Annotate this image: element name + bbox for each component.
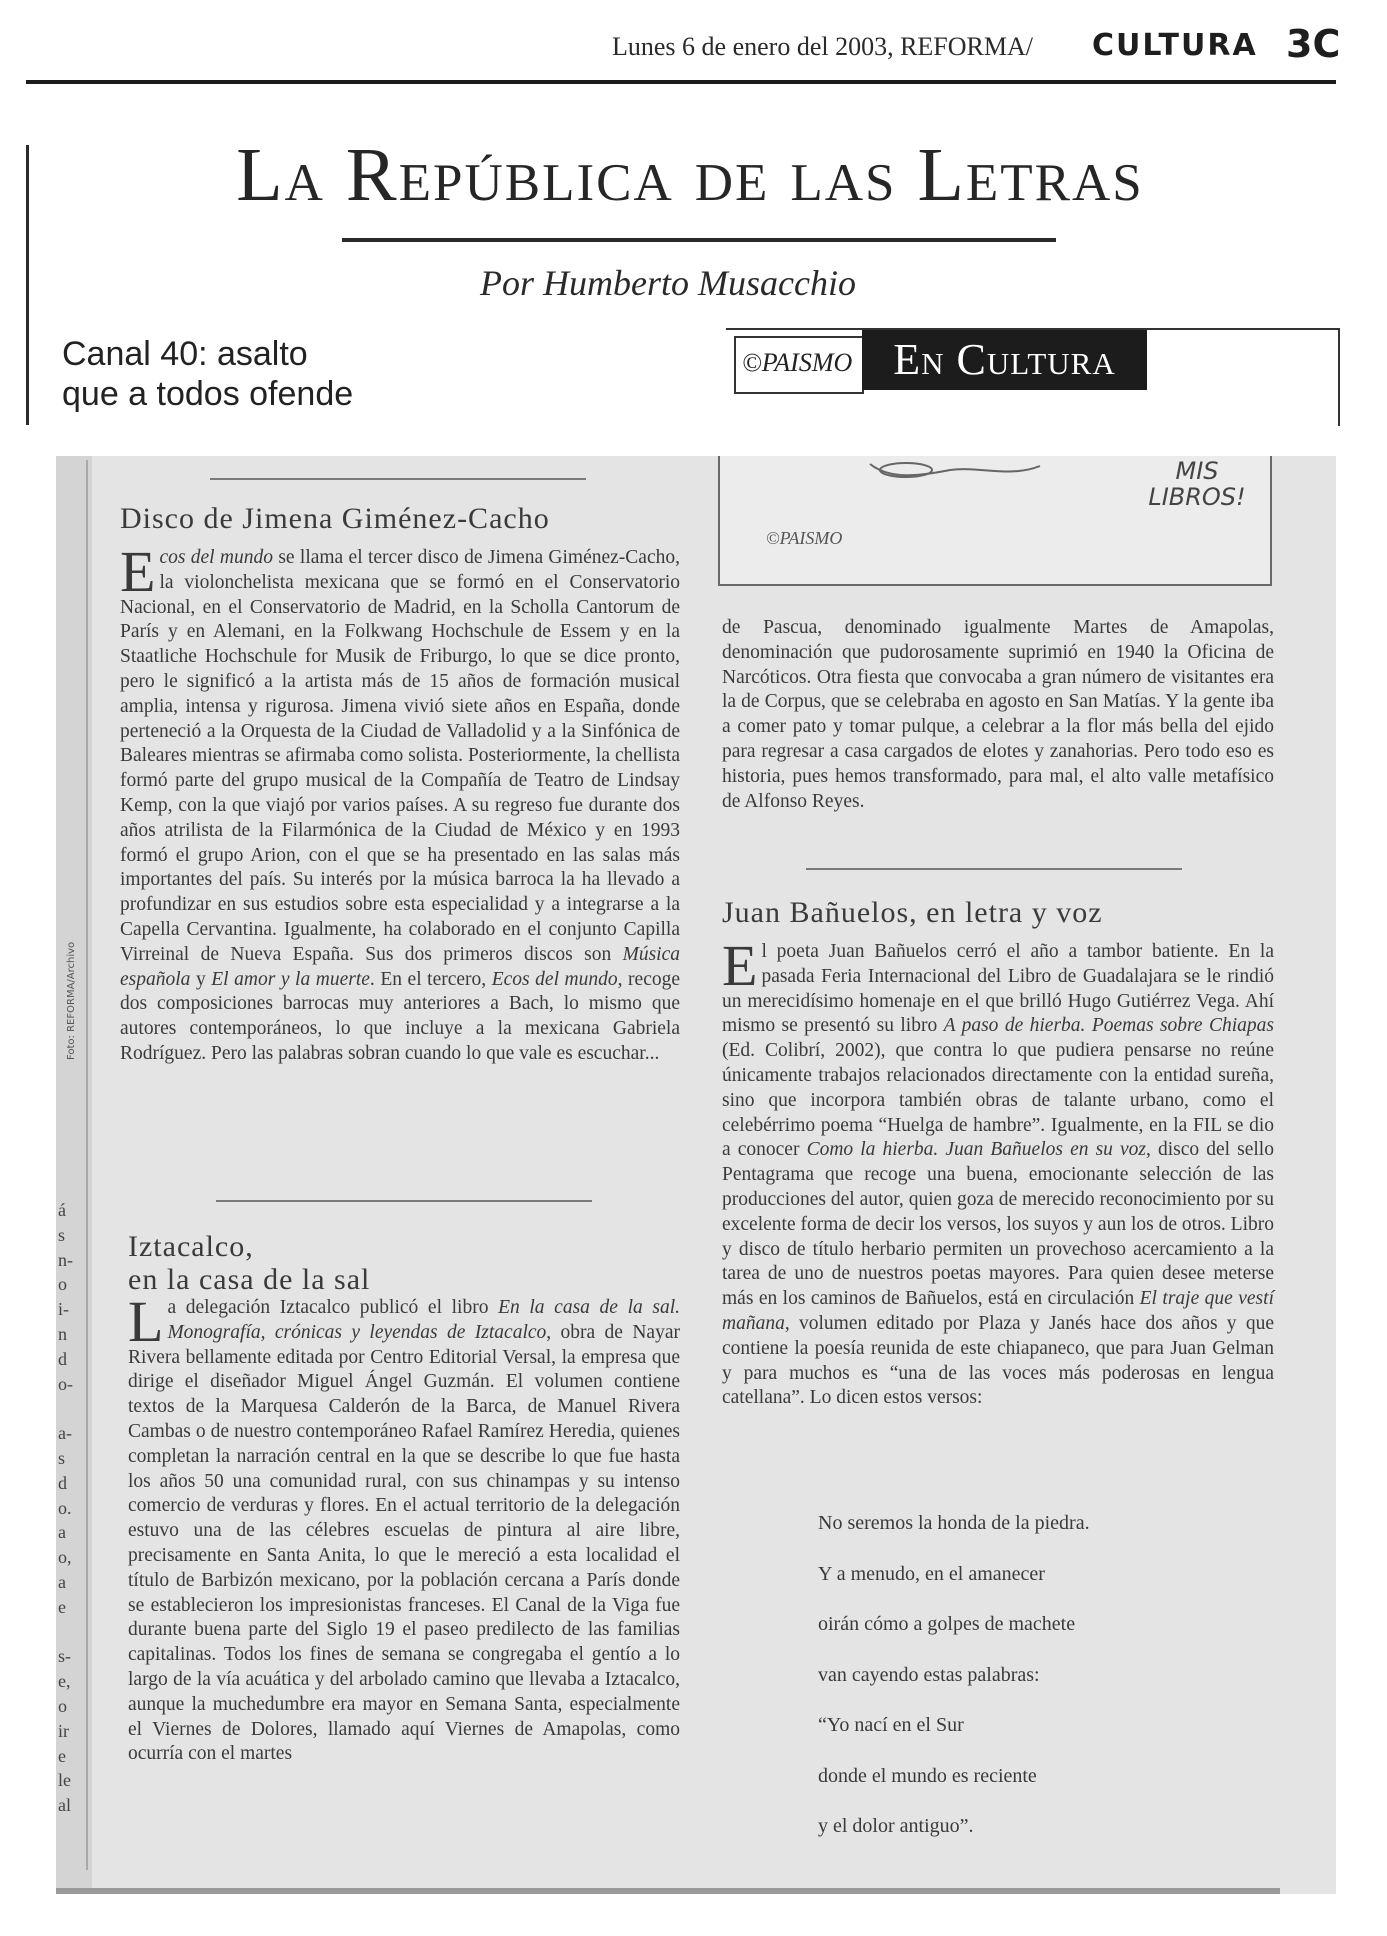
verse-line: No seremos la honda de la piedra. — [818, 1512, 1090, 1534]
headline — [62, 334, 353, 414]
fragment-text: e — [58, 1596, 66, 1617]
cartoon-signature: ©PAISMO — [766, 528, 843, 548]
article-title: Disco de Jimena Giménez-Cacho — [120, 502, 550, 535]
fragment-text: d — [58, 1472, 67, 1493]
fragment-text: n- — [58, 1249, 73, 1270]
article-title: Juan Bañuelos, en letra y voz — [722, 896, 1103, 929]
fragment-text: a — [58, 1522, 66, 1543]
fragment-text: s- — [58, 1646, 71, 1667]
cartoon-speech: MIS LIBROS! — [1148, 457, 1246, 511]
date-line: Lunes 6 de enero del 2003, REFORMA/ — [612, 32, 1034, 61]
column-title: La República de las Letras — [236, 133, 1144, 217]
article-continuation: de Pascua, denominado igualmente Martes de Amapolas, denominación que pudorosamente suprimió en 1940 la Oficina de Narcóticos. Otra fiesta que convocaba a gran número de visitantes era la de Corpus, que se celebraba en agosto en San Matías. Y la gente iba a comer pato y tomar pulque, a celebrar a la flor más bella del ejido para regresar a casa cargados de elotes y zanahorias. Pero todo eso es historia, pues hemos transformado, para mal, el alto valle metafísico de Alfonso Reyes. — [722, 617, 1274, 812]
verse-line: donde el mundo es reciente — [818, 1764, 1037, 1787]
fragment-text: s — [58, 1448, 66, 1468]
title-rule — [342, 238, 1056, 242]
fragment-text: o- — [58, 1373, 73, 1394]
byline: Por Humberto Musacchio — [480, 263, 856, 303]
fragment-text: n — [58, 1324, 67, 1344]
verse-line: van cayendo estas palabras: — [818, 1663, 1040, 1686]
fragment-text: ir — [58, 1720, 69, 1741]
verse-line: oirán cómo a golpes de machete — [818, 1613, 1076, 1635]
article-title: Iztacalco, en la casa de la sal — [128, 1230, 371, 1296]
cartoon-title: En Cultura — [862, 330, 1147, 390]
article-body: El poeta Juan Bañuelos cerró el año a tambor batiente. En la pasada Feria Internacional del Libro de Guadalajara se le rindió un merecidísimo homenaje en el que brilló Hugo Gutiérrez Vega. Ahí mismo se presentó su libro A paso de hierba. Poemas sobre Chiapas (Ed. Colibrí, 2002), que contra lo que pudiera pensarse no reúne únicamente trabajos relacionados directamente con la entidad sureña, sino que incorpora también obras de talante urbano, como el celebérrimo poema “Huelga de hambre”. Igualmente, en la FIL se dio a conocer Como la hierba. Juan Bañuelos en su voz, disco del sello Pentagrama que recoge una buena, emocionante selección de las producciones del autor, quien goza de merecido reconocimiento por su excelente forma de decir los versos, los suyos y aun los de otros. Libro y disco de título herbario permiten un provechoso acercamiento a la tarea de uno de nuestros poetas mayores. Para quien desee meterse más en los caminos de Bañuelos, está en circulación El traje que vestí mañana, volumen editado por Plaza y Janés hace dos años y que contiene la poesía reunida de este chiapaneco, que para Juan Gelman y para muchos es “una de las voces más poderosas en lengua catellana”. Lo dicen estos versos: — [722, 933, 1274, 1409]
headline-line: que a todos ofende — [62, 375, 354, 413]
italic-title: cos del mundo — [159, 547, 273, 568]
fragment-text: le — [58, 1770, 71, 1791]
fragment-text: i- — [58, 1299, 69, 1320]
column-rule — [86, 460, 88, 1870]
fragment-text: á — [58, 1200, 66, 1220]
fragment-text: e — [58, 1745, 66, 1766]
verse-line: “Yo nací en el Sur — [818, 1714, 964, 1736]
fragment-text: a — [58, 1572, 66, 1592]
verse-line: Y a menudo, en el amanecer — [818, 1562, 1045, 1585]
article-body: La delegación Iztacalco publicó el libro En la casa de la sal. Monografía, crónicas y leyendas de Iztacalco, obra de Nayar Rivera bellamente editada por Centro Editorial Versal, la empresa que dirige el diseñador Miguel Ángel Guzmán. El volumen contiene textos de la Marquesa Calderón de la Barca, de Manuel Rivera Cambas o de nuestro contemporáneo Rafael Ramírez Heredia, quienes completan la narración central en la que se describe lo que fue hasta los años 50 una comunidad rural, con sus chinampas y su intenso comercio de verduras y flores. En el actual territorio de la delegación estuvo una de las célebres escuelas de pintura al aire libre, precisamente en Santa Anita, lo que le mereció a esta localidad el título de Barbizón mexicano, por la población cercana a París donde se establecieron los impresionistas franceses. El Canal de la Viga fue durante buena parte del Siglo 19 el paseo predilecto de las familias capitalinas. Todos los fines de semana se congregaba el gentío a lo largo de la vía acuática y del arbolado camino que llevaba a Iztacalco, aunque la muchedumbre era mayor en Semana Santa, especialmente el Viernes de Dolores, llamado aquí Viernes de Amapolas, como ocurría con el martes — [128, 1289, 681, 1765]
cartoonist-logo — [734, 336, 864, 394]
section-rule — [216, 1200, 592, 1202]
fragment-text: o — [58, 1274, 67, 1295]
section-name: CULTURA — [1092, 28, 1258, 63]
fragment-text: al — [58, 1795, 71, 1816]
article-body: Ecos del mundo se llama el tercer disco de Jimena Giménez-Cacho, la violonchelista mexicana que se formó en el Conservatorio Nacional, en el Conservatorio de Madrid, en la Scholla Cantorum de París y en Alemani, en la Folkwang Hochschule de Essem y en la Staatliche Hochschule for Musik de Friburgo, lo que se dice pronto, pero le significó a la artista más de 15 años de formación musical amplia, intensa y rigurosa. Jimena vivió siete años en España, donde perteneció a la Orquesta de la Ciudad de Valladolid y a la Sinfónica de Baleares mientras se afirmaba como solista. Posteriormente, la chellista formó parte del grupo musical de la Compañía de Teatro de Lindsay Kemp, con la que viajó por varios países. A su regreso fue durante dos años atrilista de la Filarmónica de la Ciudad de México y en 1993 formó el grupo Arion, con el que se ha presentado en las salas más importantes del país. Su interés por la música barroca la ha llevado a profundizar en sus estudios sobre esta especialidad y a integrarse a la Capella Cervantina. Igualmente, ha colaborado en el conjunto Capilla Virreinal de Nueva España. Sus dos primeros discos son Música española y El amor y la muerte. En el tercero, Ecos del mundo, recoge dos composiciones barrocas muy anteriores a Bach, lo mismo que autores contemporáneos, lo que incluye a la mexicana Gabriela Rodríguez. Pero las palabras sobran cuando lo que vale es escuchar... — [120, 539, 681, 1064]
drop-cap: L — [128, 1289, 164, 1354]
drop-cap: E — [722, 933, 758, 998]
photo-credit: Foto: REFORMA/Archivo — [66, 941, 77, 1060]
clipping-bottom-edge — [56, 1888, 1280, 1894]
headline-line: Canal 40: asalto — [62, 335, 308, 373]
fragment-text: a- — [58, 1423, 72, 1444]
section-rule — [806, 868, 1182, 870]
column-rule — [26, 145, 29, 425]
drop-cap: E — [120, 539, 156, 604]
verse-line: y el dolor antiguo”. — [818, 1815, 974, 1837]
fragment-text: o, — [58, 1547, 72, 1568]
poem-verses — [818, 1512, 1090, 1866]
header-rule — [26, 80, 1336, 84]
fragment-text: o. — [58, 1497, 72, 1518]
fragment-text: d — [58, 1348, 67, 1369]
section-rule — [210, 478, 586, 480]
fragment-text: e, — [58, 1671, 71, 1692]
logo-text: ©PAISMO — [742, 348, 853, 377]
fragment-text: s — [58, 1224, 66, 1245]
fragment-text: o — [58, 1696, 67, 1716]
page-number: 3C — [1286, 22, 1341, 66]
